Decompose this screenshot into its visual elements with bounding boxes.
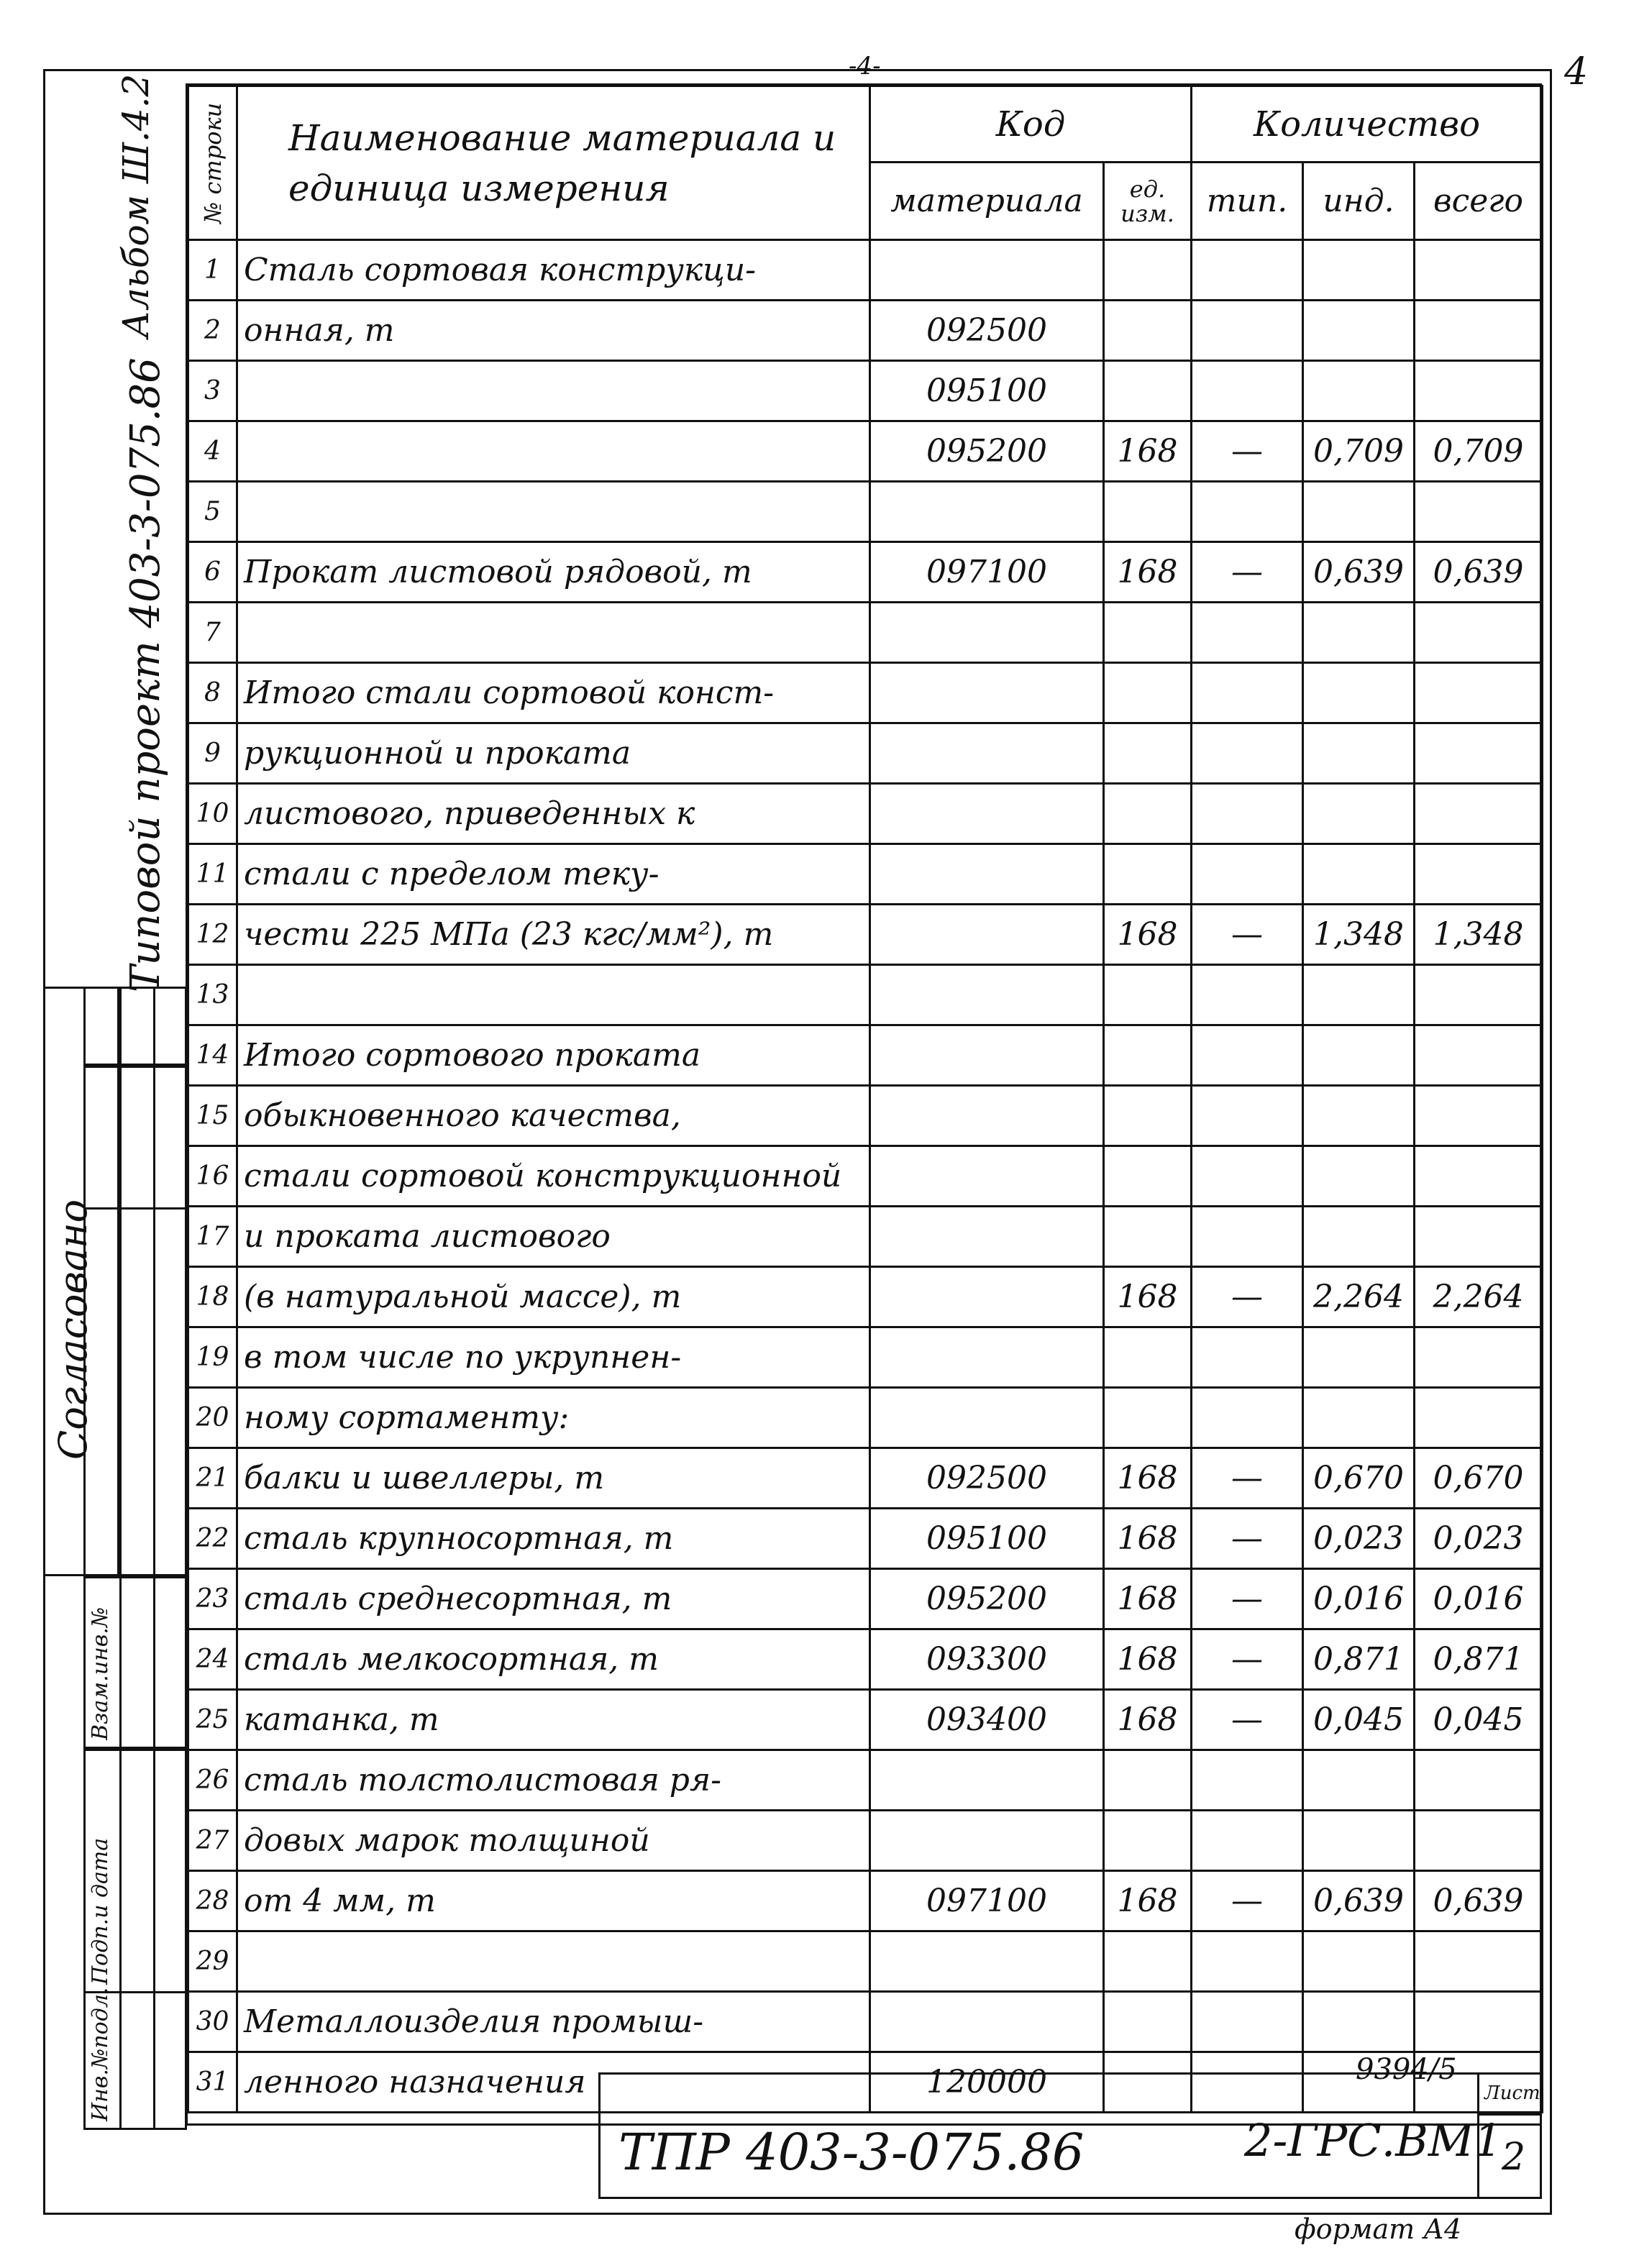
unit-code: 168 <box>1104 542 1192 603</box>
table-row <box>188 1025 1543 1086</box>
format-label: формат А4 <box>1295 2213 1462 2245</box>
qty-typ <box>1192 1025 1303 1086</box>
qty-total: 0,016 <box>1415 1569 1543 1629</box>
table-row <box>188 1509 1543 1569</box>
qty-ind: 0,709 <box>1303 421 1415 482</box>
qty-typ <box>1192 1811 1303 1871</box>
qty-typ: — <box>1192 1690 1303 1750</box>
row-number: 19 <box>188 1327 237 1388</box>
code-unit-header: ед. изм. <box>1104 163 1192 240</box>
table-row <box>188 542 1543 603</box>
qty-total <box>1415 723 1543 784</box>
unit-code <box>1104 723 1192 784</box>
qty-total: 0,639 <box>1415 1871 1543 1931</box>
unit-code <box>1104 301 1192 361</box>
qty-ind-header: инд. <box>1303 163 1415 240</box>
row-number: 11 <box>188 844 237 905</box>
material-code <box>870 1931 1104 1992</box>
unit-code <box>1104 240 1192 301</box>
row-number: 7 <box>188 603 237 663</box>
row-number: 16 <box>188 1146 237 1207</box>
material-spec-table <box>187 85 1543 2113</box>
qty-total: 0,045 <box>1415 1690 1543 1750</box>
qty-total <box>1415 965 1543 1025</box>
unit-code <box>1104 663 1192 723</box>
row-number: 13 <box>188 965 237 1025</box>
code-header: Код <box>870 86 1192 163</box>
name-header: Наименование материала и единица измерения <box>237 86 870 240</box>
qty-typ <box>1192 240 1303 301</box>
qty-total: 0,709 <box>1415 421 1543 482</box>
designation: ТПР 403-3-075.86 <box>618 2123 1085 2182</box>
unit-code: 168 <box>1104 1267 1192 1327</box>
qty-total-header: всего <box>1415 163 1543 240</box>
qty-ind <box>1303 1086 1415 1146</box>
qty-total <box>1415 784 1543 844</box>
qty-typ <box>1192 663 1303 723</box>
table-row <box>188 1327 1543 1388</box>
row-number: 21 <box>188 1448 237 1509</box>
row-number: 3 <box>188 361 237 421</box>
unit-code: 168 <box>1104 1871 1192 1931</box>
quantity-header: Количество <box>1192 86 1543 163</box>
material-name <box>237 1931 870 1992</box>
material-name: сталь среднесортная, т <box>237 1569 870 1629</box>
qty-typ: — <box>1192 1509 1303 1569</box>
qty-total <box>1415 1811 1543 1871</box>
material-code: 092500 <box>870 301 1104 361</box>
table-row <box>188 1267 1543 1327</box>
material-code <box>870 240 1104 301</box>
qty-typ: — <box>1192 1448 1303 1509</box>
row-no-header: № строки <box>188 86 237 240</box>
table-row <box>188 1569 1543 1629</box>
row-number: 6 <box>188 542 237 603</box>
row-number: 4 <box>188 421 237 482</box>
unit-code <box>1104 361 1192 421</box>
qty-ind <box>1303 965 1415 1025</box>
swap-inv-label: Взам.инв.№ <box>88 1606 113 1740</box>
inv-orig-label: Инв.№подл. <box>88 1987 113 2121</box>
qty-typ <box>1192 1086 1303 1146</box>
qty-total <box>1415 240 1543 301</box>
qty-ind <box>1303 784 1415 844</box>
material-code: 097100 <box>870 1871 1104 1931</box>
qty-ind <box>1303 663 1415 723</box>
qty-ind <box>1303 1750 1415 1811</box>
row-number: 28 <box>188 1871 237 1931</box>
table-row <box>188 784 1543 844</box>
table-row <box>188 301 1543 361</box>
material-name: Металлоизделия промыш- <box>237 1992 870 2052</box>
qty-total <box>1415 482 1543 542</box>
qty-ind <box>1303 1811 1415 1871</box>
row-number: 8 <box>188 663 237 723</box>
row-number: 23 <box>188 1569 237 1629</box>
qty-ind: 0,045 <box>1303 1690 1415 1750</box>
material-name: сталь крупносортная, т <box>237 1509 870 1569</box>
material-code <box>870 1207 1104 1267</box>
material-code <box>870 1146 1104 1207</box>
page-number-top: -4- <box>849 52 881 81</box>
qty-total <box>1415 361 1543 421</box>
agreed-row-1 <box>83 987 187 1066</box>
material-code <box>870 663 1104 723</box>
qty-total <box>1415 603 1543 663</box>
unit-code <box>1104 1025 1192 1086</box>
qty-typ: — <box>1192 1871 1303 1931</box>
table-row <box>188 1207 1543 1267</box>
material-name <box>237 421 870 482</box>
material-name: (в натуральной массе), т <box>237 1267 870 1327</box>
table-row <box>188 1448 1543 1509</box>
qty-total <box>1415 1146 1543 1207</box>
row-number: 1 <box>188 240 237 301</box>
unit-code <box>1104 965 1192 1025</box>
table-row <box>188 844 1543 905</box>
material-code <box>870 1267 1104 1327</box>
row-number: 29 <box>188 1931 237 1992</box>
material-name: рукционной и проката <box>237 723 870 784</box>
qty-ind <box>1303 1025 1415 1086</box>
qty-ind: 1,348 <box>1303 905 1415 965</box>
album-label: Альбом Ш.4.2 <box>115 73 157 338</box>
qty-ind: 0,016 <box>1303 1569 1415 1629</box>
qty-total: 2,264 <box>1415 1267 1543 1327</box>
material-code: 092500 <box>870 1448 1104 1509</box>
material-code: 095200 <box>870 1569 1104 1629</box>
row-number: 10 <box>188 784 237 844</box>
sheet-number: 2 <box>1502 2136 1526 2179</box>
row-number: 14 <box>188 1025 237 1086</box>
table-row <box>188 1931 1543 1992</box>
qty-typ: — <box>1192 1267 1303 1327</box>
table-row <box>188 905 1543 965</box>
material-code <box>870 603 1104 663</box>
qty-total: 0,871 <box>1415 1629 1543 1690</box>
sign-date-label: Подп.и дата <box>88 1837 113 1985</box>
code-material-header: материала <box>870 163 1104 240</box>
material-code <box>870 1025 1104 1086</box>
qty-typ <box>1192 784 1303 844</box>
qty-ind <box>1303 1388 1415 1448</box>
qty-typ-header: тип. <box>1192 163 1303 240</box>
qty-ind <box>1303 1327 1415 1388</box>
material-name: Итого сортового проката <box>237 1025 870 1086</box>
table-row <box>188 482 1543 542</box>
qty-ind: 0,023 <box>1303 1509 1415 1569</box>
qty-typ <box>1192 1388 1303 1448</box>
material-name: ленного назначения <box>237 2052 870 2113</box>
corner-number: 4 <box>1564 50 1589 93</box>
qty-typ: — <box>1192 421 1303 482</box>
table-row <box>188 1871 1543 1931</box>
qty-total: 0,639 <box>1415 542 1543 603</box>
qty-total <box>1415 1207 1543 1267</box>
material-name <box>237 361 870 421</box>
material-name: сталь мелкосортная, т <box>237 1629 870 1690</box>
unit-code: 168 <box>1104 1509 1192 1569</box>
material-name: катанка, т <box>237 1690 870 1750</box>
material-code <box>870 844 1104 905</box>
material-code: 095200 <box>870 421 1104 482</box>
row-number: 2 <box>188 301 237 361</box>
qty-typ <box>1192 1992 1303 2052</box>
qty-total: 0,670 <box>1415 1448 1543 1509</box>
material-code: 095100 <box>870 361 1104 421</box>
material-code <box>870 482 1104 542</box>
material-code <box>870 905 1104 965</box>
unit-code: 168 <box>1104 1569 1192 1629</box>
qty-typ: — <box>1192 1569 1303 1629</box>
material-code <box>870 1811 1104 1871</box>
table-row <box>188 1146 1543 1207</box>
qty-total <box>1415 844 1543 905</box>
row-number: 30 <box>188 1992 237 2052</box>
material-code <box>870 784 1104 844</box>
qty-total <box>1415 1931 1543 1992</box>
material-name <box>237 603 870 663</box>
row-number: 18 <box>188 1267 237 1327</box>
material-name: ному сортаменту: <box>237 1388 870 1448</box>
header-row-1 <box>188 86 1543 163</box>
sheet-code-small: 9394/5 <box>1356 2053 1457 2086</box>
qty-typ: — <box>1192 1629 1303 1690</box>
qty-typ: — <box>1192 905 1303 965</box>
material-name: стали с пределом теку- <box>237 844 870 905</box>
material-code: 093400 <box>870 1690 1104 1750</box>
material-name: балки и швеллеры, т <box>237 1448 870 1509</box>
material-code: 093300 <box>870 1629 1104 1690</box>
agreed-row-2 <box>83 1066 187 1210</box>
qty-typ <box>1192 1207 1303 1267</box>
qty-ind: 0,871 <box>1303 1629 1415 1690</box>
material-code: 120000 <box>870 2052 1104 2113</box>
table-row <box>188 1086 1543 1146</box>
qty-total: 1,348 <box>1415 905 1543 965</box>
qty-typ <box>1192 1146 1303 1207</box>
table-row <box>188 1629 1543 1690</box>
material-code <box>870 1750 1104 1811</box>
table-row <box>188 361 1543 421</box>
material-name: обыкновенного качества, <box>237 1086 870 1146</box>
table-row <box>188 1811 1543 1871</box>
unit-code: 168 <box>1104 1690 1192 1750</box>
row-number: 17 <box>188 1207 237 1267</box>
material-code <box>870 965 1104 1025</box>
unit-code <box>1104 1992 1192 2052</box>
qty-typ <box>1192 361 1303 421</box>
qty-ind <box>1303 240 1415 301</box>
row-number: 22 <box>188 1509 237 1569</box>
material-name: и проката листового <box>237 1207 870 1267</box>
row-number: 25 <box>188 1690 237 1750</box>
table-row <box>188 1690 1543 1750</box>
row-number: 20 <box>188 1388 237 1448</box>
qty-typ <box>1192 1327 1303 1388</box>
project-label: Типовой проект 403-3-075.86 <box>122 357 169 992</box>
qty-total <box>1415 1025 1543 1086</box>
material-name: листового, приведенных к <box>237 784 870 844</box>
row-number: 31 <box>188 2052 237 2113</box>
table-row <box>188 603 1543 663</box>
qty-ind <box>1303 723 1415 784</box>
unit-code <box>1104 1207 1192 1267</box>
material-name: Сталь сортовая конструкци- <box>237 240 870 301</box>
qty-typ <box>1192 301 1303 361</box>
material-code <box>870 1992 1104 2052</box>
qty-total <box>1415 301 1543 361</box>
qty-ind <box>1303 361 1415 421</box>
qty-ind <box>1303 1931 1415 1992</box>
unit-code <box>1104 603 1192 663</box>
qty-ind <box>1303 1207 1415 1267</box>
unit-code <box>1104 1750 1192 1811</box>
material-code: 097100 <box>870 542 1104 603</box>
qty-ind <box>1303 1146 1415 1207</box>
qty-ind <box>1303 844 1415 905</box>
row-number: 5 <box>188 482 237 542</box>
unit-code: 168 <box>1104 421 1192 482</box>
material-code <box>870 1327 1104 1388</box>
row-number: 27 <box>188 1811 237 1871</box>
qty-typ <box>1192 844 1303 905</box>
unit-code <box>1104 482 1192 542</box>
material-name: от 4 мм, т <box>237 1871 870 1931</box>
material-code: 095100 <box>870 1509 1104 1569</box>
qty-typ <box>1192 603 1303 663</box>
qty-total <box>1415 663 1543 723</box>
unit-code: 168 <box>1104 1629 1192 1690</box>
qty-total <box>1415 1992 1543 2052</box>
material-code <box>870 1086 1104 1146</box>
qty-typ: — <box>1192 542 1303 603</box>
qty-total: 0,023 <box>1415 1509 1543 1569</box>
material-code <box>870 1388 1104 1448</box>
sheet-label: Лист <box>1484 2082 1540 2104</box>
row-number: 12 <box>188 905 237 965</box>
document-code: 2-ГРС.ВМ1 <box>1244 2114 1502 2167</box>
material-name: сталь толстолистовая ря- <box>237 1750 870 1811</box>
material-name <box>237 965 870 1025</box>
qty-total <box>1415 1750 1543 1811</box>
qty-total <box>1415 1086 1543 1146</box>
unit-code <box>1104 784 1192 844</box>
material-name: Итого стали сортовой конст- <box>237 663 870 723</box>
unit-code: 168 <box>1104 905 1192 965</box>
table-row <box>188 421 1543 482</box>
table-row <box>188 663 1543 723</box>
qty-ind <box>1303 603 1415 663</box>
qty-ind: 2,264 <box>1303 1267 1415 1327</box>
qty-typ <box>1192 723 1303 784</box>
row-number: 9 <box>188 723 237 784</box>
unit-code <box>1104 844 1192 905</box>
unit-code <box>1104 1146 1192 1207</box>
material-name: в том числе по укрупнен- <box>237 1327 870 1388</box>
unit-code <box>1104 1086 1192 1146</box>
unit-code: 168 <box>1104 1448 1192 1509</box>
table-row <box>188 965 1543 1025</box>
material-name: довых марок толщиной <box>237 1811 870 1871</box>
qty-ind: 0,639 <box>1303 1871 1415 1931</box>
qty-total <box>1415 1327 1543 1388</box>
material-name: чести 225 МПа (23 кгс/мм²), т <box>237 905 870 965</box>
table-row <box>188 1750 1543 1811</box>
row-number: 24 <box>188 1629 237 1690</box>
material-name: онная, т <box>237 301 870 361</box>
unit-code <box>1104 1327 1192 1388</box>
material-name: Прокат листовой рядовой, т <box>237 542 870 603</box>
unit-code <box>1104 1931 1192 1992</box>
table-row <box>188 240 1543 301</box>
unit-code <box>1104 1811 1192 1871</box>
qty-typ <box>1192 1750 1303 1811</box>
row-number: 26 <box>188 1750 237 1811</box>
qty-typ <box>1192 1931 1303 1992</box>
table-row <box>188 1992 1543 2052</box>
qty-typ <box>1192 965 1303 1025</box>
qty-typ <box>1192 482 1303 542</box>
material-code <box>870 723 1104 784</box>
qty-total <box>1415 1388 1543 1448</box>
qty-ind <box>1303 482 1415 542</box>
qty-ind <box>1303 1992 1415 2052</box>
qty-ind: 0,670 <box>1303 1448 1415 1509</box>
qty-ind: 0,639 <box>1303 542 1415 603</box>
material-name: стали сортовой конструкционной <box>237 1146 870 1207</box>
agreed-label: Согласовано <box>50 1199 96 1460</box>
row-number: 15 <box>188 1086 237 1146</box>
material-name <box>237 482 870 542</box>
unit-code <box>1104 1388 1192 1448</box>
table-row <box>188 1388 1543 1448</box>
table-row <box>188 723 1543 784</box>
qty-ind <box>1303 301 1415 361</box>
